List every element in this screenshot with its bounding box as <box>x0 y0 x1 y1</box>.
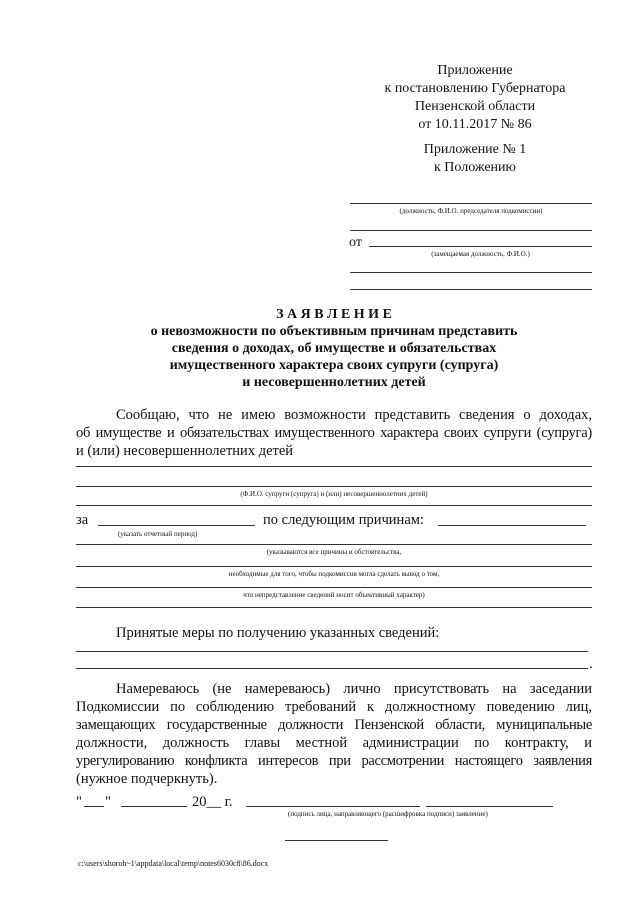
header-line-4: от 10.11.2017 № 86 <box>418 117 532 132</box>
header-line-1: Приложение <box>437 63 513 78</box>
addressee-line-3 <box>369 246 592 247</box>
reasons-label: по следующим причинам: <box>263 512 424 528</box>
fio-line-2 <box>76 486 592 487</box>
addressee-line-1 <box>350 203 592 204</box>
statement-line-1: Сообщаю, что не имею возможности представить сведения о доходах, <box>116 407 592 423</box>
attendance-paragraph <box>76 680 592 788</box>
date-year: 20__ г. <box>192 794 233 810</box>
measures-end-dot: . <box>589 656 593 672</box>
reasons-line-4 <box>76 607 592 608</box>
za-label: за <box>76 512 89 528</box>
reasons-first-line <box>438 525 586 526</box>
measures-line-1 <box>76 651 588 652</box>
addressee-caption-2: (замещаемая должность, Ф.И.О.) <box>431 250 530 258</box>
attendance-line-4: должности, должность главы местной администрации по контракту, и <box>76 735 592 751</box>
addressee-line-4 <box>350 272 592 273</box>
reasons-line-3 <box>76 587 592 588</box>
addressee-line-2 <box>350 230 592 231</box>
header-line-6: к Положению <box>433 160 516 175</box>
reasons-caption-3: что непредставление сведений носит объективный характер) <box>243 591 425 599</box>
title-main: З А Я В Л Е Н И Е <box>276 307 392 322</box>
attendance-line-1: Намереваюсь (не намереваюсь) лично присутствовать на заседании <box>116 681 592 697</box>
statement-line-3: и (или) несовершеннолетних детей <box>76 443 294 459</box>
fio-line-3 <box>76 505 592 506</box>
title-subtitle-3: имущественного характера своих супруги (супруга) <box>169 358 499 373</box>
attendance-line-6: (нужное подчеркнуть). <box>76 771 218 787</box>
file-path-footer: c:\users\shoroh~1\appdata\local\temp\notes6030c8\86.docx <box>78 859 269 868</box>
statement-line-2: об имуществе и обязательствах имущественного характера своих супруги (супруга) <box>76 425 592 441</box>
title-subtitle-1: о невозможности по объективным причинам представить <box>150 324 518 339</box>
from-label: от <box>349 235 362 250</box>
signature-line <box>246 806 420 807</box>
signature-decode-line <box>426 806 553 807</box>
appendix-header <box>360 62 590 134</box>
date-day-line <box>84 806 104 807</box>
addressee-line-5 <box>350 289 592 290</box>
reasons-line-2 <box>76 566 592 567</box>
signature-caption: (подпись лица, направляющего (расшифровка подписи) заявление) <box>288 810 488 818</box>
title-subtitle-2: сведения о доходах, об имуществе и обязательствах <box>171 341 497 356</box>
measures-label: Принятые меры по получению указанных сведений: <box>116 625 440 641</box>
date-open-quote: " <box>76 794 82 810</box>
fio-caption: (Ф.И.О. супруги (супруга) и (или) несовершеннолетних детей) <box>240 490 428 498</box>
fio-line-1 <box>76 466 592 467</box>
attendance-line-3: замещающих государственные должности Пензенской области, муниципальные <box>76 717 592 733</box>
document-title <box>76 306 592 391</box>
date-month-line <box>121 806 187 807</box>
attendance-line-2: Подкомиссии по соблюдению требований к должностному поведению лиц, <box>76 699 592 715</box>
header-line-5: Приложение № 1 <box>423 142 527 157</box>
statement-paragraph <box>76 406 592 460</box>
addressee-caption-1: (должность, Ф.И.О. председателя подкомиссии) <box>399 207 543 215</box>
header-line-2: к постановлению Губернатора <box>384 81 566 96</box>
footer-rule <box>285 840 388 841</box>
appendix-subheader <box>360 141 590 177</box>
title-subtitle-4: и несовершеннолетних детей <box>242 375 426 390</box>
header-line-3: Пензенской области <box>414 99 536 114</box>
measures-line-2 <box>76 668 588 669</box>
period-caption: (указать отчетный период) <box>118 530 198 538</box>
reasons-line-1 <box>76 544 592 545</box>
reasons-caption-2: необходимые для того, чтобы подкомиссия могла сделать вывод о том, <box>228 570 440 578</box>
reasons-caption-1: (указываются все причины и обстоятельства, <box>266 548 402 556</box>
period-line <box>98 525 255 526</box>
date-close-quote: " <box>105 794 111 810</box>
attendance-line-5: урегулированию конфликта интересов при рассмотрении настоящего заявления <box>76 753 592 769</box>
